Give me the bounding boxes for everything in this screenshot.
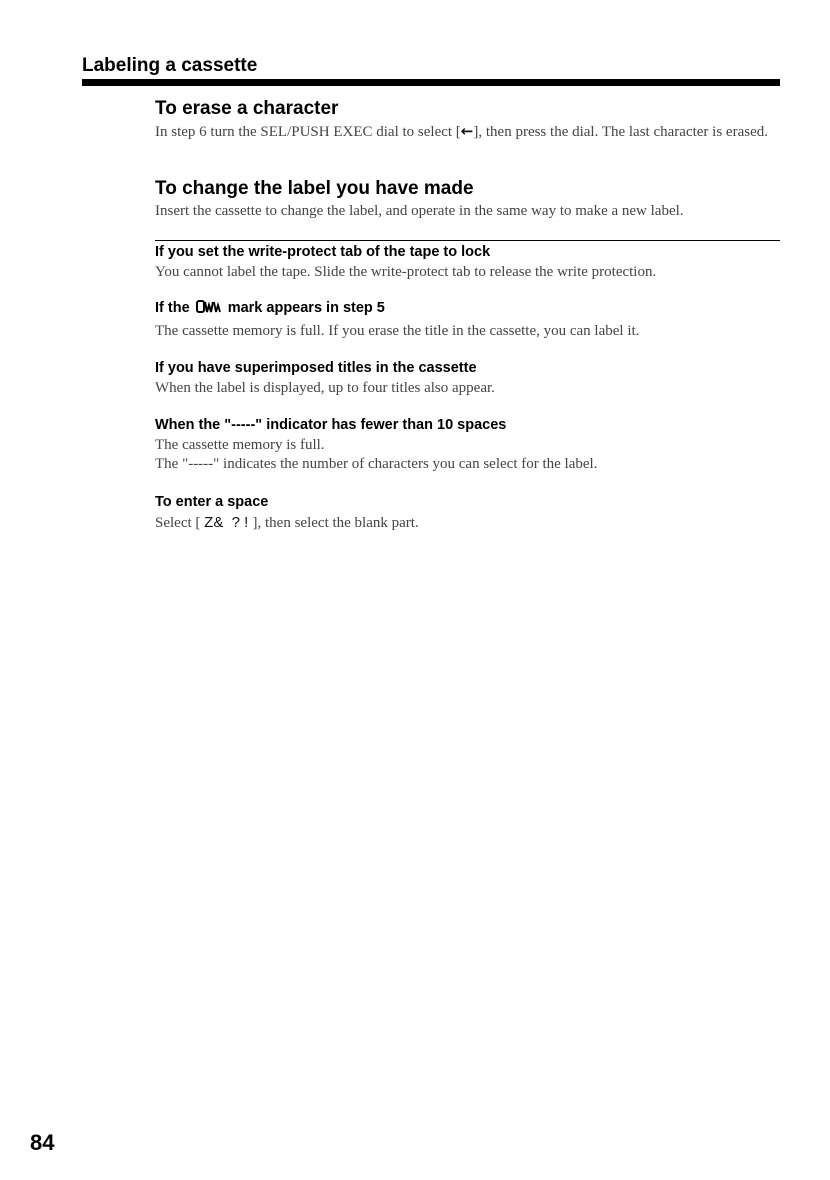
note-superimposed-titles — [155, 359, 780, 398]
section-text — [155, 122, 780, 142]
page-title: Labeling a cassette — [82, 55, 258, 76]
section-change-label — [155, 178, 780, 221]
note-indicator-spaces — [155, 416, 780, 474]
page-number: 84 — [30, 1130, 55, 1155]
note-heading — [155, 299, 780, 321]
text-before: Select [ — [155, 515, 205, 531]
section-heading: To erase a character — [155, 98, 339, 119]
section-heading: To change the label you have made — [155, 178, 474, 199]
note-text: The cassette memory is full. — [155, 437, 325, 453]
text-after: ], then select the blank part. — [252, 515, 419, 531]
note-text: The "-----" indicates the number of characters you can select for the label. — [155, 456, 598, 472]
note-text — [155, 513, 780, 533]
note-heading: If you have superimposed titles in the cassette — [155, 360, 477, 376]
note-heading: When the "-----" indicator has fewer than 10 spaces — [155, 417, 507, 433]
symbol-set-key: Z& ? ! — [204, 514, 253, 531]
text-after: ], then press the dial. The last character is erased. — [473, 124, 768, 140]
note-enter-space — [155, 493, 780, 533]
back-arrow-key: ← — [460, 122, 474, 140]
note-text: You cannot label the tape. Slide the write-protect tab to release the write protection. — [155, 264, 657, 280]
note-text: The cassette memory is full. If you erase the title in the cassette, you can label it. — [155, 323, 640, 339]
text-before: In step 6 turn the SEL/PUSH EXEC dial to select [ — [155, 124, 461, 140]
note-heading: To enter a space — [155, 494, 269, 510]
notes-divider — [155, 240, 780, 241]
header-rule — [82, 79, 780, 86]
section-text: Insert the cassette to change the label, and operate in the same way to make a new label. — [155, 203, 684, 219]
note-heading: If you set the write-protect tab of the tape to lock — [155, 244, 491, 260]
cassette-memory-full-icon — [196, 299, 222, 321]
section-erase-character — [155, 98, 780, 142]
heading-after: mark appears in step 5 — [227, 300, 385, 316]
note-text: When the label is displayed, up to four titles also appear. — [155, 380, 495, 396]
note-write-protect — [155, 243, 780, 282]
note-memory-full-mark — [155, 299, 780, 341]
heading-before: If the — [155, 300, 190, 316]
